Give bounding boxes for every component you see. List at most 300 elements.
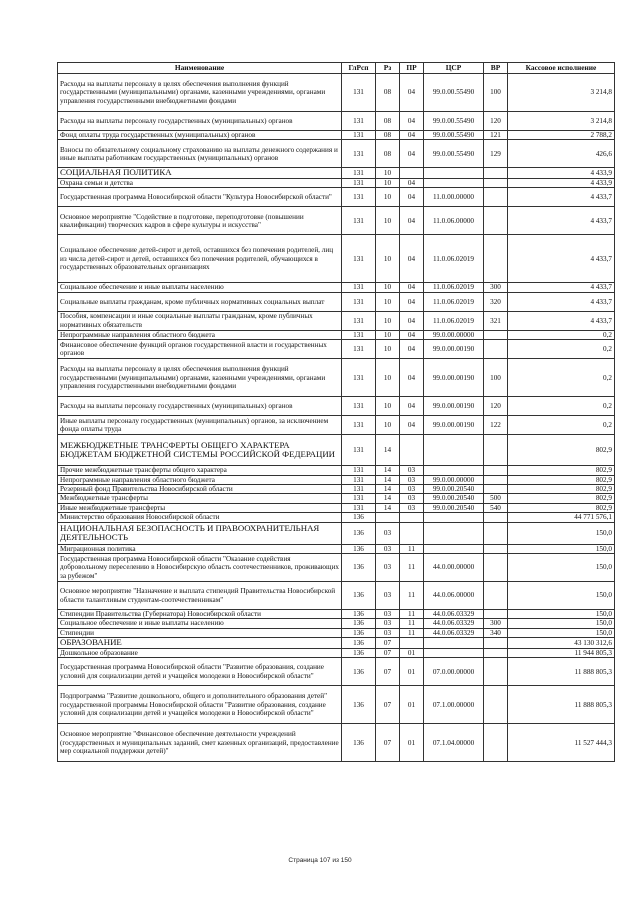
row-pr: 04	[400, 330, 424, 339]
row-cash: 802,9	[508, 475, 615, 484]
row-rz: 10	[376, 330, 400, 339]
row-rz: 10	[376, 340, 400, 359]
row-name: Финансовое обеспечение функций органов государственной власти и государственных органов	[58, 340, 342, 359]
row-rz: 14	[376, 503, 400, 512]
row-pr: 04	[400, 131, 424, 140]
row-vr	[484, 207, 508, 235]
row-vr	[484, 235, 508, 283]
table-row	[58, 610, 615, 619]
row-glrsp: 131	[342, 485, 376, 494]
row-name: Стипендии Правительства (Губернатора) Новосибирской области	[58, 610, 342, 619]
row-cash: 0,2	[508, 340, 615, 359]
row-name: Непрограммные направления областного бюджета	[58, 475, 342, 484]
row-rz: 08	[376, 74, 400, 112]
row-glrsp: 131	[342, 235, 376, 283]
row-name: Миграционная политика	[58, 544, 342, 553]
row-rz: 03	[376, 582, 400, 610]
row-vr: 540	[484, 503, 508, 512]
row-cash: 11 888 805,3	[508, 686, 615, 724]
row-cash: 0,2	[508, 330, 615, 339]
col-cash-header: Кассовое исполнение	[508, 63, 615, 74]
row-vr	[484, 179, 508, 188]
page-number: Страница 107 из 150	[288, 857, 352, 864]
row-cash: 4 433,7	[508, 207, 615, 235]
row-name: Основное мероприятие "Назначение и выплата стипендий Правительства Новосибирской области талантливым студентам-соотечественникам"	[58, 582, 342, 610]
row-name: Дошкольное образование	[58, 648, 342, 657]
table-row	[58, 485, 615, 494]
row-glrsp: 131	[342, 466, 376, 475]
col-rz-header: Рз	[376, 63, 400, 74]
row-vr	[484, 168, 508, 179]
row-glrsp: 136	[342, 686, 376, 724]
row-name: НАЦИОНАЛЬНАЯ БЕЗОПАСНОСТЬ И ПРАВООХРАНИТЕЛЬНАЯ ДЕЯТЕЛЬНОСТЬ	[58, 522, 342, 544]
row-name: Государственная программа Новосибирской области "Оказание содействия добровольному переселению в Новосибирскую область соотечественников, проживающих за рубежом"	[58, 554, 342, 582]
row-name: Расходы на выплаты персоналу в целях обеспечения выполнения функций государственными (муниципальными) органами, казенными учреждениями, органами управления государственными внебюджетными фондами	[58, 359, 342, 397]
row-rz: 03	[376, 619, 400, 628]
row-pr: 01	[400, 648, 424, 657]
row-pr: 11	[400, 554, 424, 582]
row-glrsp: 131	[342, 330, 376, 339]
row-rz: 08	[376, 140, 400, 168]
row-csr	[424, 466, 484, 475]
row-pr: 04	[400, 292, 424, 311]
row-glrsp: 136	[342, 628, 376, 637]
table-row	[58, 140, 615, 168]
row-pr: 04	[400, 340, 424, 359]
row-csr: 44.0.00.00000	[424, 554, 484, 582]
row-pr: 04	[400, 188, 424, 207]
row-pr: 04	[400, 140, 424, 168]
row-cash: 3 214,8	[508, 112, 615, 131]
row-csr: 99.0.00.55490	[424, 112, 484, 131]
row-pr: 03	[400, 485, 424, 494]
row-glrsp: 131	[342, 292, 376, 311]
table-row	[58, 416, 615, 435]
row-pr: 11	[400, 544, 424, 553]
row-glrsp: 131	[342, 207, 376, 235]
row-glrsp: 131	[342, 188, 376, 207]
row-rz: 14	[376, 475, 400, 484]
table-row	[58, 582, 615, 610]
row-name: Расходы на выплаты персоналу государственных (муниципальных) органов	[58, 397, 342, 416]
row-glrsp: 131	[342, 179, 376, 188]
row-glrsp: 131	[342, 131, 376, 140]
row-name: Социальное обеспечение и иные выплаты населению	[58, 283, 342, 292]
row-csr	[424, 522, 484, 544]
row-vr	[484, 544, 508, 553]
col-glrsp-header: ГлРсп	[342, 63, 376, 74]
row-csr	[424, 179, 484, 188]
row-csr: 99.0.00.20540	[424, 503, 484, 512]
table-row	[58, 340, 615, 359]
row-rz: 10	[376, 207, 400, 235]
table-row	[58, 207, 615, 235]
row-name: Подпрограмма "Развитие дошкольного, общего и дополнительного образования детей" государственной программы Новосибирской области "Развитие образования, создание условий для социализации детей и учащейся молодежи в Новосибирской области"	[58, 686, 342, 724]
row-csr: 07.1.04.00000	[424, 724, 484, 762]
row-vr	[484, 610, 508, 619]
row-vr	[484, 554, 508, 582]
row-pr: 04	[400, 207, 424, 235]
row-rz: 14	[376, 494, 400, 503]
col-name-header: Наименование	[58, 63, 342, 74]
table-row	[58, 359, 615, 397]
table-row	[58, 397, 615, 416]
row-csr: 99.0.00.55490	[424, 140, 484, 168]
row-rz: 03	[376, 554, 400, 582]
row-rz: 14	[376, 485, 400, 494]
row-rz: 03	[376, 610, 400, 619]
row-pr	[400, 638, 424, 649]
row-vr: 500	[484, 494, 508, 503]
row-rz: 08	[376, 112, 400, 131]
row-vr: 340	[484, 628, 508, 637]
table-row	[58, 554, 615, 582]
row-pr: 01	[400, 724, 424, 762]
row-glrsp: 131	[342, 311, 376, 330]
row-name: Пособия, компенсации и иные социальные выплаты гражданам, кроме публичных нормативных обязательств	[58, 311, 342, 330]
row-cash: 11 527 444,3	[508, 724, 615, 762]
row-vr	[484, 330, 508, 339]
row-cash: 426,6	[508, 140, 615, 168]
row-name: Расходы на выплаты персоналу государственных (муниципальных) органов	[58, 112, 342, 131]
row-vr: 100	[484, 74, 508, 112]
row-cash: 150,0	[508, 522, 615, 544]
row-rz: 07	[376, 648, 400, 657]
row-cash: 150,0	[508, 554, 615, 582]
row-csr: 99.0.00.20540	[424, 485, 484, 494]
row-vr	[484, 466, 508, 475]
row-vr: 320	[484, 292, 508, 311]
row-csr: 99.0.00.00190	[424, 397, 484, 416]
row-pr: 03	[400, 475, 424, 484]
row-name: Охрана семьи и детства	[58, 179, 342, 188]
row-csr	[424, 638, 484, 649]
row-cash: 3 214,8	[508, 74, 615, 112]
row-name: Резервный фонд Правительства Новосибирской области	[58, 485, 342, 494]
row-glrsp: 131	[342, 74, 376, 112]
row-name: МЕЖБЮДЖЕТНЫЕ ТРАНСФЕРТЫ ОБЩЕГО ХАРАКТЕРА БЮДЖЕТАМ БЮДЖЕТНОЙ СИСТЕМЫ РОССИЙСКОЙ ФЕДЕРАЦИИ	[58, 435, 342, 466]
row-cash: 0,2	[508, 359, 615, 397]
row-csr	[424, 648, 484, 657]
row-rz: 07	[376, 724, 400, 762]
table-row	[58, 330, 615, 339]
table-row	[58, 435, 615, 466]
row-name: Социальные выплаты гражданам, кроме публичных нормативных социальных выплат	[58, 292, 342, 311]
row-rz: 03	[376, 544, 400, 553]
row-csr: 99.0.00.00000	[424, 475, 484, 484]
row-cash: 802,9	[508, 466, 615, 475]
row-pr	[400, 168, 424, 179]
row-vr: 121	[484, 131, 508, 140]
row-pr: 11	[400, 619, 424, 628]
row-rz: 03	[376, 628, 400, 637]
row-cash: 43 130 312,6	[508, 638, 615, 649]
row-glrsp: 136	[342, 513, 376, 522]
row-vr: 300	[484, 619, 508, 628]
row-csr	[424, 544, 484, 553]
row-name: Социальное обеспечение детей-сирот и детей, оставшихся без попечения родителей, лиц из числа детей-сирот и детей, оставшихся без попечения родителей, обучающихся в государственных образовательных организациях	[58, 235, 342, 283]
row-cash: 4 433,7	[508, 188, 615, 207]
row-csr	[424, 168, 484, 179]
row-cash: 4 433,7	[508, 283, 615, 292]
budget-report-page	[57, 62, 614, 762]
table-row	[58, 188, 615, 207]
row-rz	[376, 513, 400, 522]
row-glrsp: 136	[342, 554, 376, 582]
row-name: Государственная программа Новосибирской области "Культура Новосибирской области"	[58, 188, 342, 207]
row-glrsp: 131	[342, 359, 376, 397]
table-row	[58, 131, 615, 140]
table-row	[58, 235, 615, 283]
row-csr: 99.0.00.55490	[424, 131, 484, 140]
table-row	[58, 513, 615, 522]
row-rz: 10	[376, 416, 400, 435]
row-name: ОБРАЗОВАНИЕ	[58, 638, 342, 649]
row-glrsp: 136	[342, 610, 376, 619]
row-cash: 11 888 805,3	[508, 658, 615, 686]
row-name: Министерство образования Новосибирской области	[58, 513, 342, 522]
row-rz: 03	[376, 522, 400, 544]
row-glrsp: 131	[342, 475, 376, 484]
row-pr: 04	[400, 235, 424, 283]
row-cash: 4 433,7	[508, 311, 615, 330]
row-glrsp: 136	[342, 724, 376, 762]
row-name: Основное мероприятие "Финансовое обеспечение деятельности учреждений (государственных и муниципальных заданий, смет казенных организаций, предоставление мер социальной поддержки детей)"	[58, 724, 342, 762]
row-name: Непрограммные направления областного бюджета	[58, 330, 342, 339]
row-glrsp: 136	[342, 638, 376, 649]
table-row	[58, 475, 615, 484]
table-row	[58, 619, 615, 628]
row-csr: 07.0.00.00000	[424, 658, 484, 686]
row-pr: 04	[400, 359, 424, 397]
col-vr-header: ВР	[484, 63, 508, 74]
row-rz: 08	[376, 131, 400, 140]
row-csr	[424, 513, 484, 522]
row-cash: 4 433,7	[508, 235, 615, 283]
row-vr	[484, 582, 508, 610]
row-glrsp: 136	[342, 544, 376, 553]
row-vr	[484, 724, 508, 762]
table-row	[58, 283, 615, 292]
row-cash: 11 944 805,3	[508, 648, 615, 657]
row-rz: 07	[376, 686, 400, 724]
row-glrsp: 131	[342, 168, 376, 179]
table-row	[58, 466, 615, 475]
row-rz: 10	[376, 311, 400, 330]
table-row	[58, 628, 615, 637]
table-row	[58, 292, 615, 311]
row-csr: 11.0.06.02019	[424, 235, 484, 283]
row-pr: 04	[400, 416, 424, 435]
row-rz: 10	[376, 359, 400, 397]
row-rz: 10	[376, 235, 400, 283]
row-rz: 07	[376, 638, 400, 649]
row-cash: 150,0	[508, 619, 615, 628]
row-cash: 2 788,2	[508, 131, 615, 140]
row-csr: 11.0.06.02019	[424, 292, 484, 311]
row-csr: 11.0.06.02019	[424, 311, 484, 330]
row-pr	[400, 522, 424, 544]
row-vr	[484, 513, 508, 522]
table-row	[58, 179, 615, 188]
row-vr	[484, 435, 508, 466]
row-pr: 04	[400, 179, 424, 188]
row-pr: 03	[400, 494, 424, 503]
row-name: СОЦИАЛЬНАЯ ПОЛИТИКА	[58, 168, 342, 179]
row-vr	[484, 522, 508, 544]
row-csr: 99.0.00.20540	[424, 494, 484, 503]
row-csr: 99.0.00.00000	[424, 330, 484, 339]
row-rz: 07	[376, 658, 400, 686]
row-vr: 321	[484, 311, 508, 330]
table-row	[58, 311, 615, 330]
row-vr	[484, 485, 508, 494]
row-name: Стипендии	[58, 628, 342, 637]
row-pr: 03	[400, 503, 424, 512]
row-vr: 122	[484, 416, 508, 435]
row-rz: 10	[376, 397, 400, 416]
row-pr: 01	[400, 658, 424, 686]
row-csr: 44.0.06.03329	[424, 610, 484, 619]
row-name: Иные выплаты персоналу государственных (муниципальных) органов, за исключением фонда оплаты труда	[58, 416, 342, 435]
row-pr: 04	[400, 74, 424, 112]
table-row	[58, 522, 615, 544]
table-row	[58, 648, 615, 657]
row-rz: 10	[376, 168, 400, 179]
row-csr	[424, 435, 484, 466]
row-vr	[484, 340, 508, 359]
row-cash: 150,0	[508, 628, 615, 637]
row-glrsp: 131	[342, 112, 376, 131]
row-name: Социальное обеспечение и иные выплаты населению	[58, 619, 342, 628]
row-cash: 802,9	[508, 494, 615, 503]
row-pr: 04	[400, 311, 424, 330]
row-csr: 99.0.00.00190	[424, 359, 484, 397]
table-row	[58, 686, 615, 724]
col-csr-header: ЦСР	[424, 63, 484, 74]
row-glrsp: 131	[342, 494, 376, 503]
row-glrsp: 131	[342, 140, 376, 168]
row-cash: 802,9	[508, 503, 615, 512]
row-csr: 99.0.00.00190	[424, 340, 484, 359]
row-pr: 04	[400, 397, 424, 416]
table-row	[58, 658, 615, 686]
row-rz: 10	[376, 283, 400, 292]
row-csr: 44.0.06.00000	[424, 582, 484, 610]
row-cash: 4 433,9	[508, 179, 615, 188]
row-vr: 120	[484, 397, 508, 416]
row-name: Государственная программа Новосибирской области "Развитие образования, создание условий для социализации детей и учащейся молодежи в Новосибирской области"	[58, 658, 342, 686]
row-pr: 11	[400, 610, 424, 619]
row-csr: 99.0.00.55490	[424, 74, 484, 112]
row-name: Межбюджетные трансферты	[58, 494, 342, 503]
row-csr: 44.0.06.03329	[424, 628, 484, 637]
budget-table	[57, 62, 615, 762]
row-vr: 120	[484, 112, 508, 131]
table-row	[58, 503, 615, 512]
row-glrsp: 136	[342, 522, 376, 544]
row-csr: 44.0.06.03329	[424, 619, 484, 628]
row-cash: 150,0	[508, 610, 615, 619]
table-row	[58, 74, 615, 112]
row-pr: 04	[400, 283, 424, 292]
row-cash: 0,2	[508, 416, 615, 435]
row-cash: 4 433,9	[508, 168, 615, 179]
row-rz: 10	[376, 179, 400, 188]
table-row	[58, 112, 615, 131]
row-glrsp: 136	[342, 658, 376, 686]
row-glrsp: 131	[342, 397, 376, 416]
table-header-row	[58, 63, 615, 74]
row-vr	[484, 648, 508, 657]
row-vr	[484, 686, 508, 724]
row-name: Расходы на выплаты персоналу в целях обеспечения выполнения функций государственными (муниципальными) органами, казенными учреждениями, органами управления государственными внебюджетными фондами	[58, 74, 342, 112]
row-csr: 11.0.00.00000	[424, 188, 484, 207]
row-pr: 04	[400, 112, 424, 131]
row-rz: 14	[376, 435, 400, 466]
table-row	[58, 168, 615, 179]
row-csr: 99.0.00.00190	[424, 416, 484, 435]
row-pr	[400, 435, 424, 466]
row-glrsp: 131	[342, 435, 376, 466]
row-cash: 4 433,7	[508, 292, 615, 311]
row-glrsp: 136	[342, 582, 376, 610]
col-pr-header: ПР	[400, 63, 424, 74]
row-name: Иные межбюджетные трансферты	[58, 503, 342, 512]
row-pr: 03	[400, 466, 424, 475]
table-row	[58, 494, 615, 503]
row-cash: 802,9	[508, 485, 615, 494]
table-row	[58, 638, 615, 649]
row-pr: 01	[400, 686, 424, 724]
row-cash: 0,2	[508, 397, 615, 416]
table-row	[58, 724, 615, 762]
row-cash: 150,0	[508, 582, 615, 610]
table-row	[58, 544, 615, 553]
row-name: Взносы по обязательному социальному страхованию на выплаты денежного содержания и иные выплаты работникам государственных (муниципальных) органов	[58, 140, 342, 168]
row-vr	[484, 188, 508, 207]
row-glrsp: 136	[342, 648, 376, 657]
row-csr: 11.0.06.02019	[424, 283, 484, 292]
row-rz: 10	[376, 292, 400, 311]
row-vr: 300	[484, 283, 508, 292]
row-vr: 100	[484, 359, 508, 397]
row-cash: 802,9	[508, 435, 615, 466]
row-cash: 44 771 576,1	[508, 513, 615, 522]
row-name: Основное мероприятие "Содействие в подготовке, переподготовке (повышении квалификации) творческих кадров в сфере культуры и искусства"	[58, 207, 342, 235]
row-csr: 07.1.00.00000	[424, 686, 484, 724]
row-vr	[484, 638, 508, 649]
row-vr	[484, 658, 508, 686]
row-name: Фонд оплаты труда государственных (муниципальных) органов	[58, 131, 342, 140]
row-pr: 11	[400, 582, 424, 610]
row-name: Прочие межбюджетные трансферты общего характера	[58, 466, 342, 475]
row-glrsp: 131	[342, 340, 376, 359]
row-glrsp: 131	[342, 503, 376, 512]
row-vr	[484, 475, 508, 484]
row-glrsp: 131	[342, 283, 376, 292]
row-cash: 150,0	[508, 544, 615, 553]
row-pr	[400, 513, 424, 522]
row-rz: 10	[376, 188, 400, 207]
row-glrsp: 131	[342, 416, 376, 435]
table-body	[58, 74, 615, 762]
row-pr: 11	[400, 628, 424, 637]
row-rz: 14	[376, 466, 400, 475]
row-vr: 129	[484, 140, 508, 168]
row-csr: 11.0.06.00000	[424, 207, 484, 235]
row-glrsp: 136	[342, 619, 376, 628]
